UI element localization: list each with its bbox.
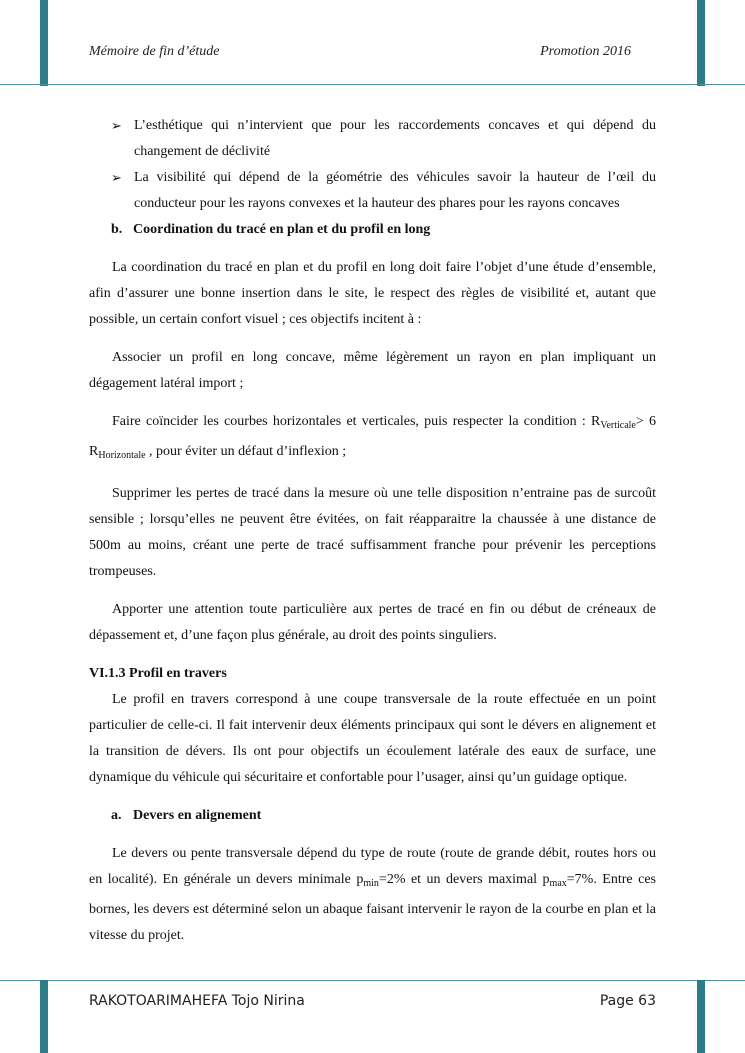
bullet-text: La visibilité qui dépend de la géométrie des véhicules savoir la hauteur de l’œil du conducteur pour les rayons convexes et la hauteur des phares pour les rayons concaves	[134, 170, 656, 211]
paragraph-associer: Associer un profil en long concave, même légèrement un rayon en plan impliquant un dégagement latéral import ;	[89, 350, 656, 391]
subheading-text: Devers en alignement	[133, 808, 262, 823]
subheading-letter: b.	[111, 222, 123, 237]
header-right: Promotion 2016	[540, 44, 631, 59]
paragraph-profil-travers: Le profil en travers correspond à une coupe transversale de la route effectuée en un point particulier de celle-ci. Il fait intervenir deux éléments principaux qui sont le dévers en alignement et la transition de dévers. Ils ont pour objectifs un écoulement latérale des eaux de surface, une dynamique du véhicule qui sécuritaire et confortable pour l’usager, ainsi qu’un guidage optique.	[89, 692, 656, 785]
paragraph-coincider: Faire coïncider les courbes horizontales et verticales, puis respecter la condition : $R_{Verticale}> 6$ $R_{Horizontale}$ , pour éviter un défaut d’inflexion ;	[89, 414, 656, 461]
section-title: VI.1.3 Profil en travers	[89, 666, 227, 681]
bullet-item	[89, 113, 656, 165]
footer-page-number: Page 63	[599, 993, 656, 1009]
header-rule	[0, 84, 745, 85]
header-left: Mémoire de fin d’étude	[89, 44, 220, 59]
left-bottom-bar	[40, 980, 48, 1053]
bullet-arrow-icon: ➢	[111, 118, 122, 133]
right-bottom-bar	[697, 980, 705, 1053]
subheading-devers	[89, 803, 656, 829]
left-top-bar	[40, 0, 48, 86]
subheading-letter: a.	[111, 808, 122, 823]
bullet-text: L’esthétique qui n’intervient que pour les raccordements concaves et qui dépend du changement de déclivité	[134, 118, 656, 159]
subscript-min: min	[363, 878, 379, 889]
footer-rule	[0, 980, 745, 981]
paragraph-coordination: La coordination du tracé en plan et du profil en long doit faire l’objet d’une étude d’ensemble, afin d’assurer une bonne insertion dans le site, le respect des règles de visibilité et, autant que possible, un certain confort visuel ; ces objectifs incitent à :	[89, 260, 656, 327]
footer-author: RAKOTOARIMAHEFA Tojo Nirina	[89, 993, 305, 1009]
subscript-max: max	[549, 878, 567, 889]
paragraph-supprimer: Supprimer les pertes de tracé dans la mesure où une telle disposition n’entraine pas de surcoût sensible ; lorsqu’elles ne peuvent être évitées, on fait réapparaitre la chaussée à une distance de 500m au moins, créant une perte de tracé suffisamment franche pour prévenir les perceptions trompeuses.	[89, 486, 656, 579]
bullet-item	[89, 165, 656, 217]
subscript-horizontale: Horizontale	[98, 450, 146, 461]
paragraph-apporter: Apporter une attention toute particulière aux pertes de tracé en fin ou début de créneaux de dépassement et, d’une façon plus générale, au droit des points singuliers.	[89, 602, 656, 643]
subheading-coordination	[89, 217, 656, 243]
bullet-arrow-icon: ➢	[111, 170, 122, 185]
subheading-text: Coordination du tracé en plan et du profil en long	[133, 222, 431, 237]
subscript-verticale: Verticale	[600, 420, 636, 431]
right-top-bar	[697, 0, 705, 86]
paragraph-devers: Le devers ou pente transversale dépend du type de route (route de grande débit, routes hors ou en localité). En générale un devers minimale $p_{min}=2\%$ et un devers maximal $p_{max}=7\%$. Entre ces bornes, les devers est déterminé selon un abaque faisant intervenir le rayon de la courbe en plan et la vitesse du projet.	[89, 846, 656, 943]
page-body	[89, 113, 656, 949]
